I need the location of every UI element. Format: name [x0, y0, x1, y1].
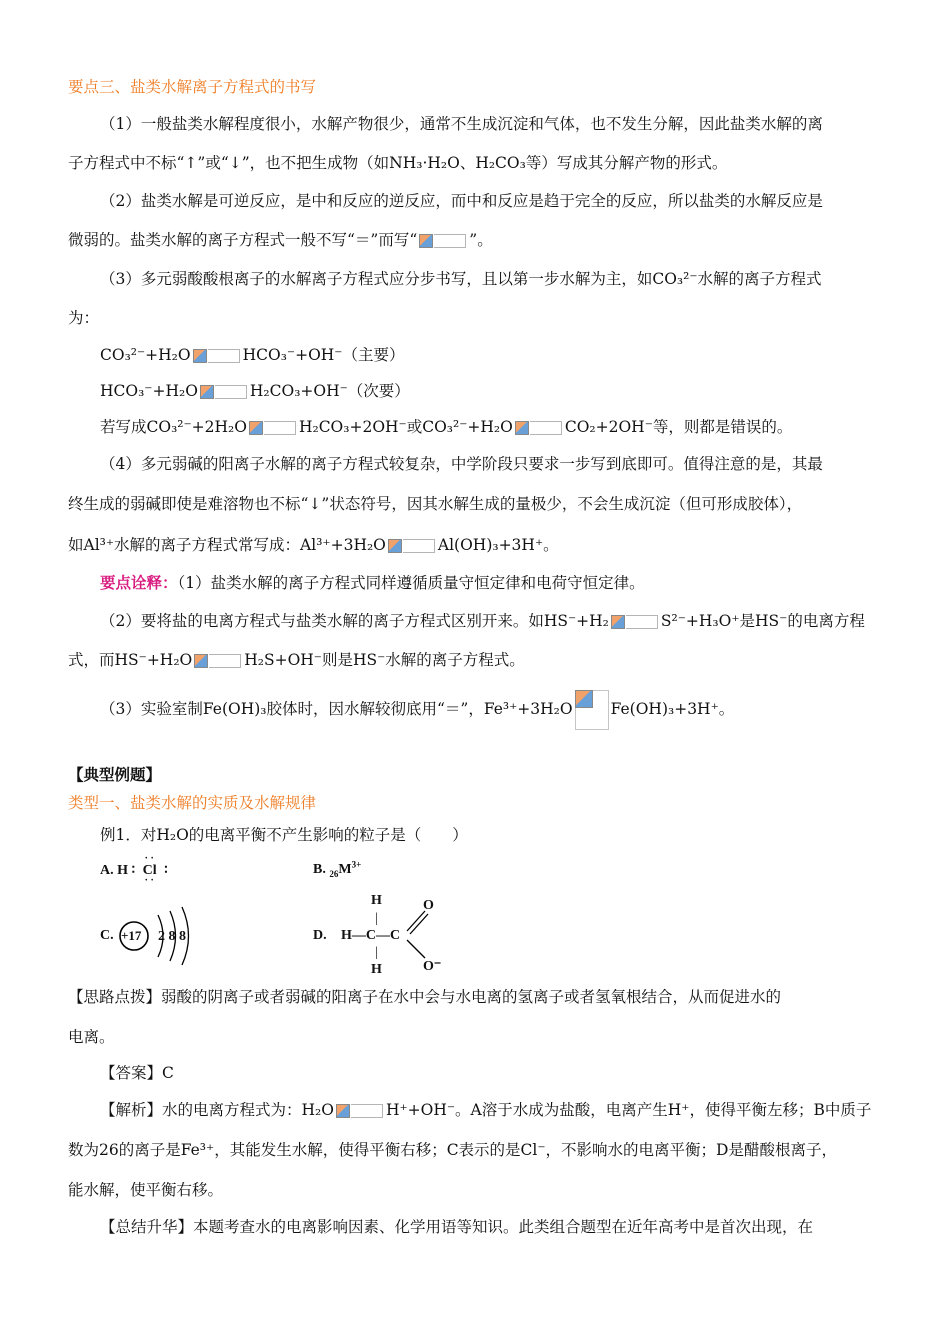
acetate-chain: H—C—C	[341, 928, 401, 943]
paragraph-4-line-2: 终生成的弱碱即使是难溶物也不标“↓”状态符号，因其水解生成的量极少，不会生成沉淀（但可形成胶体），	[68, 495, 803, 513]
acetate-h-top: H	[371, 893, 382, 908]
chloride-electron-dots: · · Cl · ·	[142, 853, 157, 886]
paragraph-1-line-1: （1）一般盐类水解程度很小，水解产物很少，通常不生成沉淀和气体，也不发生分解，因此盐类水解的离	[100, 115, 823, 133]
equation-2: HCO₃⁻+H₂O H₂CO₃+OH⁻（次要）	[100, 382, 410, 400]
reversible-arrow-image	[336, 1104, 384, 1118]
paragraph-1-line-2: 子方程式中不标“↑”或“↓”，也不把生成物（如NH₃·H₂O、H₂CO₃等）写成其分解产物的形式。	[68, 154, 728, 172]
equation-3: 若写成CO₃²⁻+2H₂O H₂CO₃+2OH⁻或CO₃²⁻+H₂O CO₂+2OH⁻等，则都是错误的。	[100, 418, 793, 436]
summary-line-1: 【总结升华】本题考查水的电离影响因素、化学用语等知识。此类组合题型在近年高考中是首次出现，在	[100, 1218, 814, 1236]
section-heading: 要点三、盐类水解离子方程式的书写	[68, 78, 317, 96]
option-c-label: C.	[100, 928, 114, 943]
note-2-line-2: 式，而HS⁻+H₂O H₂S+OH⁻则是HS⁻水解的离子方程式。	[68, 651, 525, 669]
paragraph-3-line-1: （3）多元弱酸酸根离子的水解离子方程式应分步书写，且以第一步水解为主，如CO₃²⁻水解的离子方程式	[100, 270, 822, 288]
reversible-arrow-image	[194, 654, 242, 668]
analysis-line-1: 【解析】水的电离方程式为：H₂O H⁺+OH⁻。A溶于水成为盐酸，电离产生H⁺，使得平衡左移；B中质子	[100, 1101, 872, 1119]
note-3: （3）实验室制Fe(OH)₃胶体时，因水解较彻底用“＝”，Fe³⁺+3H₂O Fe(OH)₃+3H⁺。	[100, 690, 734, 730]
equation-1: CO₃²⁻+H₂O HCO₃⁻+OH⁻（主要）	[100, 346, 405, 364]
hint-line-1: 【思路点拨】弱酸的阴离子或者弱碱的阳离子在水中会与水电离的氢离子或者氢氧根结合，从而促进水的	[68, 988, 782, 1006]
option-b: B. $_{26}M^{3+}$	[313, 859, 362, 879]
answer: 【答案】C	[100, 1064, 174, 1082]
paragraph-3-line-2: 为：	[68, 309, 100, 327]
acetate-h-bottom: H	[371, 962, 382, 977]
document-page: 要点三、盐类水解离子方程式的书写 （1）一般盐类水解程度很小，水解产物很少，通常不生成沉淀和气体，也不发生分解，因此盐类水解的离 子方程式中不标“↑”或“↓”，也不把生成物（如NH₃·H₂O、H₂CO₃等）写成其分解产物的形式。 （2）盐类水解是可逆反应，是中和反应的逆反应，而中和反应是趋于完全的反应，所以盐类的水解反应是 微弱的。盐类水解的离子方程式一般不写“＝”而写“ ”。 （3）多元弱酸酸根离子的水解离子方程式应分步书写，且以第一步水解为主，如CO₃²⁻水解的离子方程式 为： CO₃²⁻+H₂O HCO₃⁻+OH⁻（主要） HCO₃⁻+H₂O H₂CO₃+OH⁻（次要） 若写成CO₃²⁻+2H₂O H₂CO₃+2OH⁻或CO₃²⁻+H₂O CO₂+2OH⁻等，则都是错误的。 （4）多元弱碱的阳离子水解的离子方程式较复杂，中学阶段只要求一步写到底即可。值得注意的是，其最 终生成的弱碱即使是难溶物也不标“↓”状态符号，因其水解生成的量极少，不会生成沉淀（但可形成胶体）， 如Al³⁺水解的离子方程式常写成：Al³⁺+3H₂O Al(OH)₃+3H⁺。 要点诠释：（1）盐类水解的离子方程式同样遵循质量守恒定律和电荷守恒定律。 （2）要将盐的电离方程式与盐类水解的离子方程式区别开来。如HS⁻+H₂ S²⁻+H₃O⁺是HS⁻的电离方程 式，而HS⁻+H₂O H₂S+OH⁻则是HS⁻水解的离子方程式。 （3）实验室制Fe(OH)₃胶体时，因水解较彻底用“＝”，Fe³⁺+3H₂O Fe(OH)₃+3H⁺。 【典型例题】 类型一、盐类水解的实质及水解规律 例1．对H₂O的电离平衡不产生影响的粒子是（ ） A. H ∶ · · Cl · · ∶ B. $_{26}M^{3+}$ C. +17 2 8 8 D. H | H—C—C | H O O⁻ 【思路点拨】弱酸的阴离子或者弱碱的阳离子在水中会与水电离的氢离子或者氢氧根结合，从而促进水的 电离。 【答案】C 【解析】水的电离方程式为：H₂O H⁺+OH⁻。A溶于水成为盐酸，电离产生H⁺，使得平衡左移；B中质子 数为26的离子是Fe³⁺，其能发生水解，使得平衡右移；C表示的是Cl⁻，不影响水的电离平衡；D是醋酸根离子， 能水解，使平衡右移。 【总结升华】本题考查水的电离影响因素、化学用语等知识。此类组合题型在近年高考中是首次出现，在	[68, 78, 872, 1236]
reversible-arrow-image	[515, 421, 563, 435]
acetate-oxygen-double: O	[423, 898, 434, 913]
paragraph-2-line-1: （2）盐类水解是可逆反应，是中和反应的逆反应，而中和反应是趋于完全的反应，所以盐类的水解反应是	[100, 192, 823, 210]
nuclear-charge: +17	[121, 928, 142, 943]
examples-heading: 【典型例题】	[68, 765, 162, 784]
reversible-arrow-image	[200, 385, 248, 399]
question-1: 例1．对H₂O的电离平衡不产生影响的粒子是（ ）	[100, 826, 468, 844]
option-d-label: D.	[313, 928, 327, 943]
reversible-arrow-image	[388, 539, 436, 553]
option-a: A. H ∶ · · Cl · · ∶	[100, 853, 168, 886]
electron-shells: 2 8 8	[158, 929, 186, 944]
note-label: 要点诠释：	[100, 573, 178, 592]
reversible-arrow-image	[419, 234, 467, 248]
hint-line-2: 电离。	[68, 1028, 115, 1046]
paragraph-4-line-3: 如Al³⁺水解的离子方程式常写成：Al³⁺+3H₂O Al(OH)₃+3H⁺。	[68, 536, 559, 554]
note-1: 要点诠释：（1）盐类水解的离子方程式同样遵循质量守恒定律和电荷守恒定律。	[100, 573, 645, 592]
type-1-heading: 类型一、盐类水解的实质及水解规律	[68, 794, 317, 812]
carboxylate-bonds	[405, 905, 435, 965]
note-2-line-1: （2）要将盐的电离方程式与盐类水解的离子方程式区别开来。如HS⁻+H₂ S²⁻+H₃O⁺是HS⁻的电离方程	[100, 612, 865, 630]
analysis-line-2: 数为26的离子是Fe³⁺，其能发生水解，使得平衡右移；C表示的是Cl⁻，不影响水的电离平衡；D是醋酸根离子，	[68, 1141, 837, 1159]
reversible-arrow-image	[193, 349, 241, 363]
paragraph-4-line-1: （4）多元弱碱的阳离子水解的离子方程式较复杂，中学阶段只要求一步写到底即可。值得注意的是，其最	[100, 455, 823, 473]
analysis-line-3: 能水解，使平衡右移。	[68, 1181, 224, 1199]
reversible-arrow-image	[611, 615, 659, 629]
acetate-oxygen-minus: O⁻	[423, 959, 442, 974]
paragraph-2-line-2: 微弱的。盐类水解的离子方程式一般不写“＝”而写“ ”。	[68, 231, 493, 249]
equals-sign-image	[575, 690, 609, 730]
reversible-arrow-image	[249, 421, 297, 435]
